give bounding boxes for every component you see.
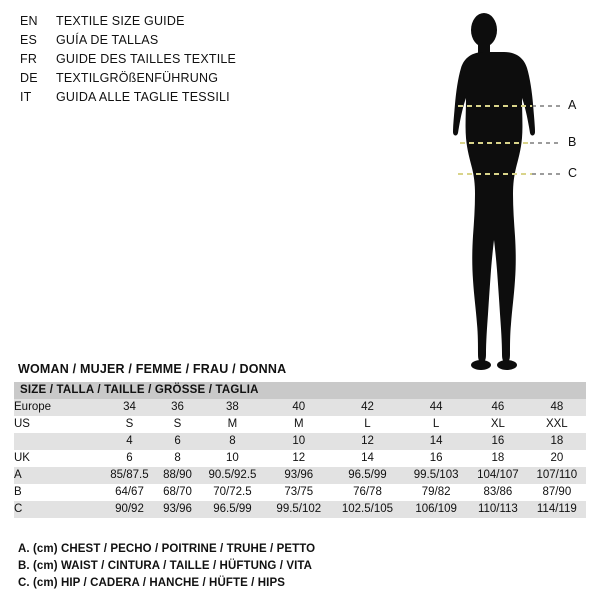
language-text: GUIDA ALLE TAGLIE TESSILI xyxy=(56,90,230,104)
row-value: 70/72.5 xyxy=(198,484,267,501)
row-value: 96.5/99 xyxy=(198,501,267,518)
row-value: 40 xyxy=(267,399,331,416)
row-value: 85/87.5 xyxy=(102,467,157,484)
row-value: S xyxy=(102,416,157,433)
row-value: 8 xyxy=(157,450,198,467)
row-value: 114/119 xyxy=(528,501,586,518)
row-label: UK xyxy=(14,450,102,467)
language-code: DE xyxy=(20,71,38,85)
language-row xyxy=(20,90,320,109)
row-label: US xyxy=(14,416,102,433)
row-value: 110/113 xyxy=(468,501,528,518)
table-row xyxy=(14,450,586,467)
row-value: 76/78 xyxy=(331,484,404,501)
table-row xyxy=(14,484,586,501)
language-row xyxy=(20,33,320,52)
table-row xyxy=(14,433,586,450)
row-value: 99.5/102 xyxy=(267,501,331,518)
table-row xyxy=(14,399,586,416)
row-value: 16 xyxy=(468,433,528,450)
language-code: EN xyxy=(20,14,38,28)
row-label: Europe xyxy=(14,399,102,416)
row-value: 20 xyxy=(528,450,586,467)
row-value: 93/96 xyxy=(157,501,198,518)
table-header-row xyxy=(14,382,586,399)
row-value: M xyxy=(198,416,267,433)
row-label: B xyxy=(14,484,102,501)
row-value: 4 xyxy=(102,433,157,450)
table-row xyxy=(14,501,586,518)
row-label: A xyxy=(14,467,102,484)
row-value: 10 xyxy=(198,450,267,467)
row-value: 46 xyxy=(468,399,528,416)
measure-label-c: C xyxy=(568,166,578,180)
row-value: 79/82 xyxy=(404,484,468,501)
language-row xyxy=(20,71,320,90)
row-value: XXL xyxy=(528,416,586,433)
row-value: 14 xyxy=(404,433,468,450)
row-value: 14 xyxy=(331,450,404,467)
row-value: 106/109 xyxy=(404,501,468,518)
row-value: 90/92 xyxy=(102,501,157,518)
row-value: 73/75 xyxy=(267,484,331,501)
row-value: L xyxy=(331,416,404,433)
row-value: 16 xyxy=(404,450,468,467)
language-title-list xyxy=(20,14,320,109)
row-value: 93/96 xyxy=(267,467,331,484)
measurement-legend xyxy=(18,541,578,592)
row-value: 96.5/99 xyxy=(331,467,404,484)
language-code: ES xyxy=(20,33,38,47)
language-code: IT xyxy=(20,90,32,104)
row-value: 42 xyxy=(331,399,404,416)
row-value: 36 xyxy=(157,399,198,416)
language-code: FR xyxy=(20,52,38,66)
row-value: 104/107 xyxy=(468,467,528,484)
row-value: 38 xyxy=(198,399,267,416)
table-row xyxy=(14,416,586,433)
row-value: 90.5/92.5 xyxy=(198,467,267,484)
row-value: 44 xyxy=(404,399,468,416)
row-value: 12 xyxy=(331,433,404,450)
measure-label-b: B xyxy=(568,135,577,149)
legend-line-a: A. (cm) CHEST / PECHO / POITRINE / TRUHE / PETTO xyxy=(18,543,316,555)
language-text: TEXTILGRÖßENFÜHRUNG xyxy=(56,71,219,85)
female-body-figure xyxy=(420,8,590,378)
language-text: GUÍA DE TALLAS xyxy=(56,33,159,47)
language-text: GUIDE DES TAILLES TEXTILE xyxy=(56,52,237,66)
row-value: 107/110 xyxy=(528,467,586,484)
language-row xyxy=(20,52,320,71)
legend-line-b: B. (cm) WAIST / CINTURA / TAILLE / HÜFTUNG / VITA xyxy=(18,560,313,572)
row-value: S xyxy=(157,416,198,433)
row-value: 99.5/103 xyxy=(404,467,468,484)
row-value: 34 xyxy=(102,399,157,416)
legend-line-c: C. (cm) HIP / CADERA / HANCHE / HÜFTE / HIPS xyxy=(18,577,286,589)
language-row xyxy=(20,14,320,33)
row-value: 10 xyxy=(267,433,331,450)
size-table xyxy=(14,382,586,518)
language-text: TEXTILE SIZE GUIDE xyxy=(56,14,185,28)
section-title-woman: WOMAN / MUJER / FEMME / FRAU / DONNA xyxy=(18,362,287,376)
table-header-label: SIZE / TALLA / TAILLE / GRÖSSE / TAGLIA xyxy=(14,382,586,399)
table-row xyxy=(14,467,586,484)
row-label xyxy=(14,433,102,450)
row-value: 18 xyxy=(528,433,586,450)
row-value: M xyxy=(267,416,331,433)
row-value: 64/67 xyxy=(102,484,157,501)
body-silhouette-icon xyxy=(420,8,590,378)
row-value: 8 xyxy=(198,433,267,450)
row-value: 6 xyxy=(157,433,198,450)
row-value: 18 xyxy=(468,450,528,467)
row-value: 88/90 xyxy=(157,467,198,484)
row-value: 6 xyxy=(102,450,157,467)
row-value: 68/70 xyxy=(157,484,198,501)
measure-label-a: A xyxy=(568,98,577,112)
row-value: 83/86 xyxy=(468,484,528,501)
row-value: XL xyxy=(468,416,528,433)
row-value: 87/90 xyxy=(528,484,586,501)
row-value: 48 xyxy=(528,399,586,416)
row-value: 12 xyxy=(267,450,331,467)
row-label: C xyxy=(14,501,102,518)
row-value: 102.5/105 xyxy=(331,501,404,518)
row-value: L xyxy=(404,416,468,433)
